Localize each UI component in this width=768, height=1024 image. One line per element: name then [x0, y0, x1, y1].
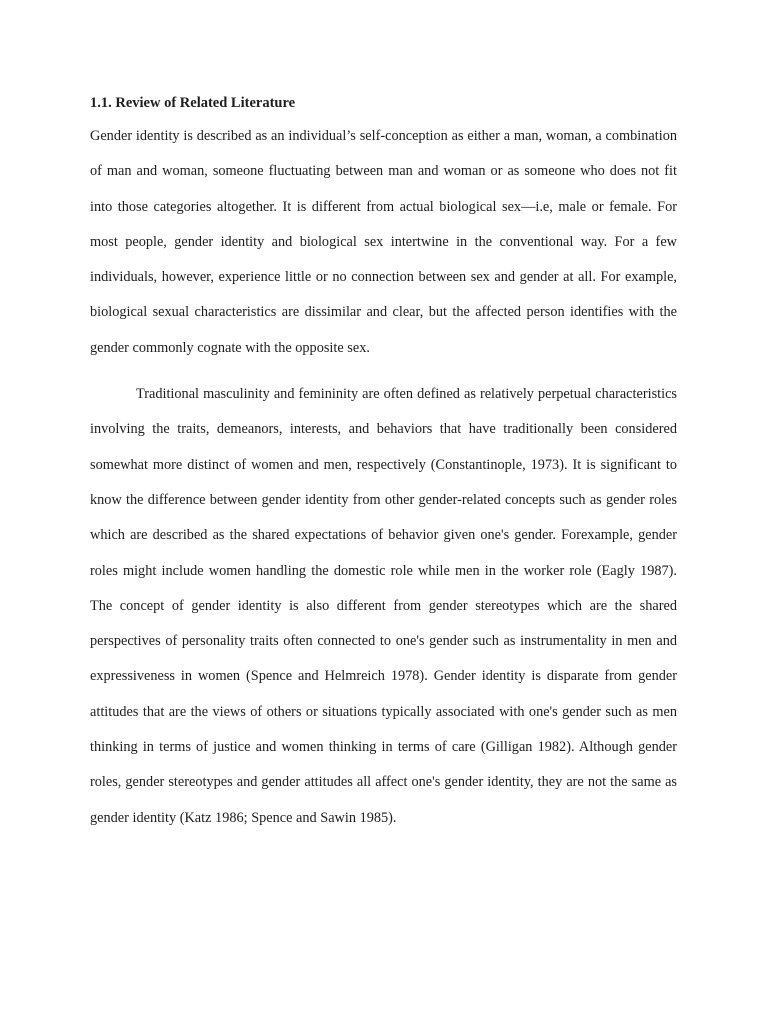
section-heading: 1.1. Review of Related Literature: [90, 95, 296, 111]
paragraph-masculinity-femininity: Traditional masculinity and femininity are often defined as relatively perpetual characteristics involving the traits, demeanors, interests, and behaviors that have traditionally been considered somewhat more distinct of women and men, respectively (Constantinople, 1973). It is significant to know the difference between gender identity from other gender-related concepts such as gender roles which are described as the shared expectations of behavior given one's gender. Forexample, gender roles might include women handling the domestic role while men in the worker role (Eagly 1987). The concept of gender identity is also different from gender stereotypes which are the shared perspectives of personality traits often connected to one's gender such as instrumentality in men and expressiveness in women (Spence and Helmreich 1978). Gender identity is disparate from gender attitudes that are the views of others or situations typically associated with one's gender such as men thinking in terms of justice and women thinking in terms of care (Gilligan 1982). Although gender roles, gender stereotypes and gender attitudes all affect one's gender identity, they are not the same as gender identity (Katz 1986; Spence and Sawin 1985).: [90, 386, 677, 826]
document-body: [90, 92, 677, 836]
paragraph-gender-identity-definition: Gender identity is described as an individual’s self-conception as either a man, woman, a combination of man and woman, someone fluctuating between man and woman or as someone who does not fit into those categories altogether. It is different from actual biological sex—i.e, male or female. For most people, gender identity and biological sex intertwine in the conventional way. For a few individuals, however, experience little or no connection between sex and gender at all. For example, biological sexual characteristics are dissimilar and clear, but the affected person identifies with the gender commonly cognate with the opposite sex.: [90, 128, 677, 356]
